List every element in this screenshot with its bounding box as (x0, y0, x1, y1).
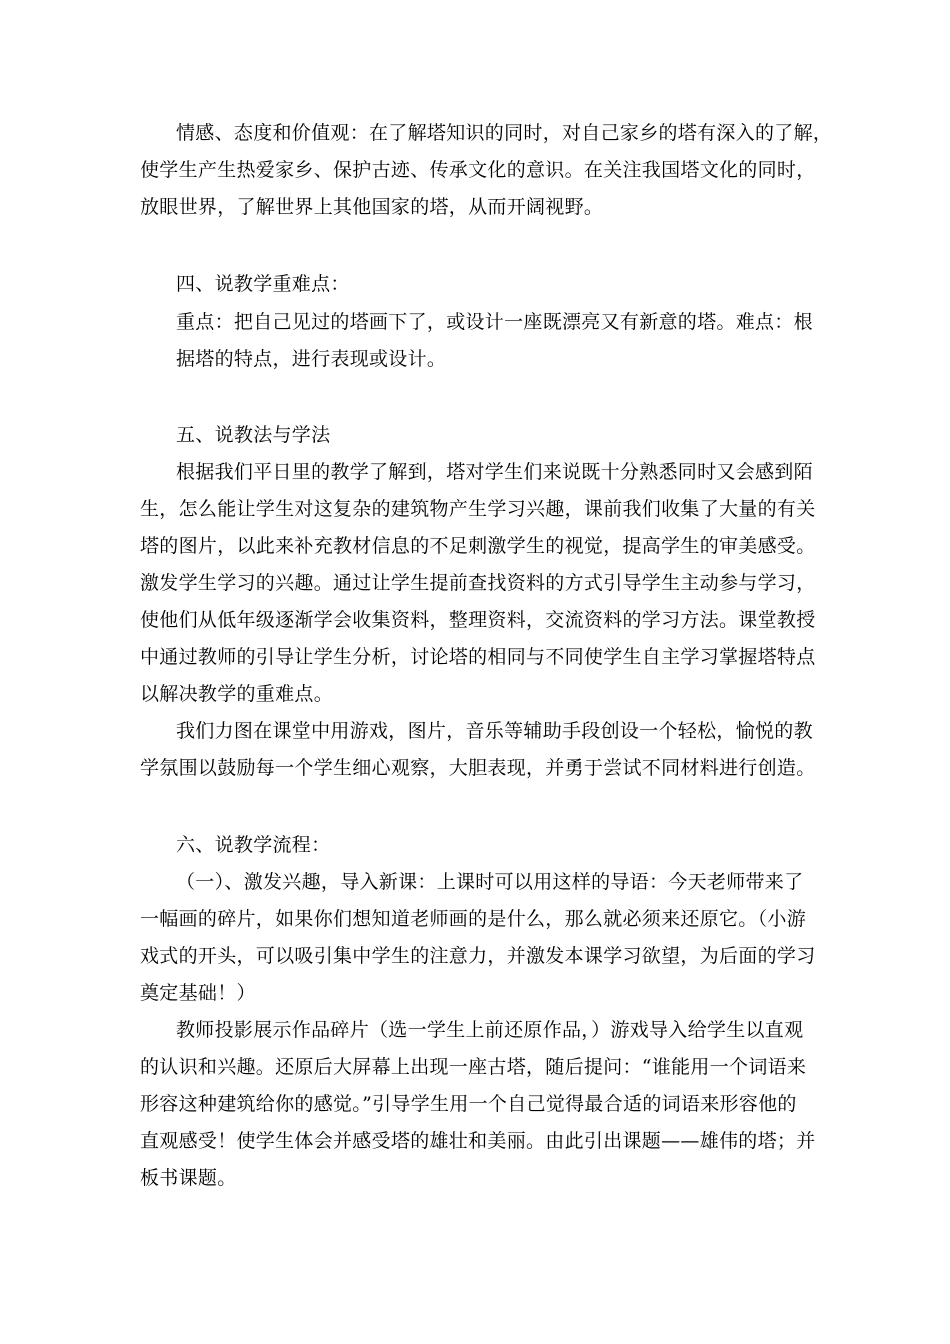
paragraph-line: 板书课题。 (140, 1167, 237, 1189)
paragraph-line: 中通过教师的引导让学生分析，讨论塔的相同与不同使学生自主学习掌握塔特点 (140, 646, 816, 668)
paragraph-line: 形容这种建筑给你的感觉。”引导学生用一个自己觉得最合适的词语来形容他的 (140, 1093, 797, 1115)
paragraph-line: 情感、态度和价值观：在了解塔知识的同时，对自己家乡的塔有深入的了解， (176, 122, 833, 144)
paragraph-line: 塔的图片，以此来补充教材信息的不足刺激学生的视觉，提高学生的审美感受。 (140, 535, 816, 557)
paragraph-line: 学氛围以鼓励每一个学生细心观察，大胆表现，并勇于尝试不同材料进行创造。 (140, 757, 816, 779)
section-heading: 六、说教学流程： (176, 834, 331, 856)
paragraph-line: 激发学生学习的兴趣。通过让学生提前查找资料的方式引导学生主动参与学习， (140, 572, 816, 594)
paragraph-line: 生，怎么能让学生对这复杂的建筑物产生学习兴趣，课前我们收集了大量的有关 (140, 498, 816, 520)
paragraph-line: 教师投影展示作品碎片（选一学生上前还原作品，）游戏导入给学生以直观 (176, 1019, 804, 1041)
paragraph-line: 根据我们平日里的教学了解到，塔对学生们来说既十分熟悉同时又会感到陌 (176, 461, 813, 483)
paragraph-line: 的认识和兴趣。还原后大屏幕上出现一座古塔，随后提问：“谁能用一个词语来 (140, 1056, 807, 1078)
paragraph-line: 据塔的特点，进行表现或设计。 (176, 348, 447, 370)
paragraph-line: 戏式的开头，可以吸引集中学生的注意力，并激发本课学习欲望，为后面的学习 (140, 945, 816, 967)
paragraph-line: 重点：把自己见过的塔画下了，或设计一座既漂亮又有新意的塔。难点：根 (176, 311, 813, 333)
paragraph-line: 我们力图在课堂中用游戏，图片，音乐等辅助手段创设一个轻松，愉悦的教 (176, 720, 813, 742)
paragraph-line: 奠定基础！） (140, 982, 256, 1004)
section-heading: 五、说教法与学法 (176, 424, 331, 446)
paragraph-line: 直观感受！使学生体会并感受塔的雄壮和美丽。由此引出课题——雄伟的塔；并 (140, 1130, 816, 1152)
paragraph-line: 使学生产生热爱家乡、保护古迹、传承文化的意识。在关注我国塔文化的同时， (140, 159, 816, 181)
section-heading: 四、说教学重难点： (176, 273, 350, 295)
paragraph-line: 使他们从低年级逐渐学会收集资料，整理资料，交流资料的学习方法。课堂教授 (140, 609, 816, 631)
paragraph-line: 放眼世界，了解世界上其他国家的塔，从而开阔视野。 (140, 196, 604, 218)
paragraph-line: 一幅画的碎片，如果你们想知道老师画的是什么，那么就必须来还原它。（小游 (140, 908, 807, 930)
paragraph-line: 以解决教学的重难点。 (140, 683, 334, 705)
paragraph-line: （一）、激发兴趣，导入新课：上课时可以用这样的导语：今天老师带来了 (176, 871, 804, 893)
